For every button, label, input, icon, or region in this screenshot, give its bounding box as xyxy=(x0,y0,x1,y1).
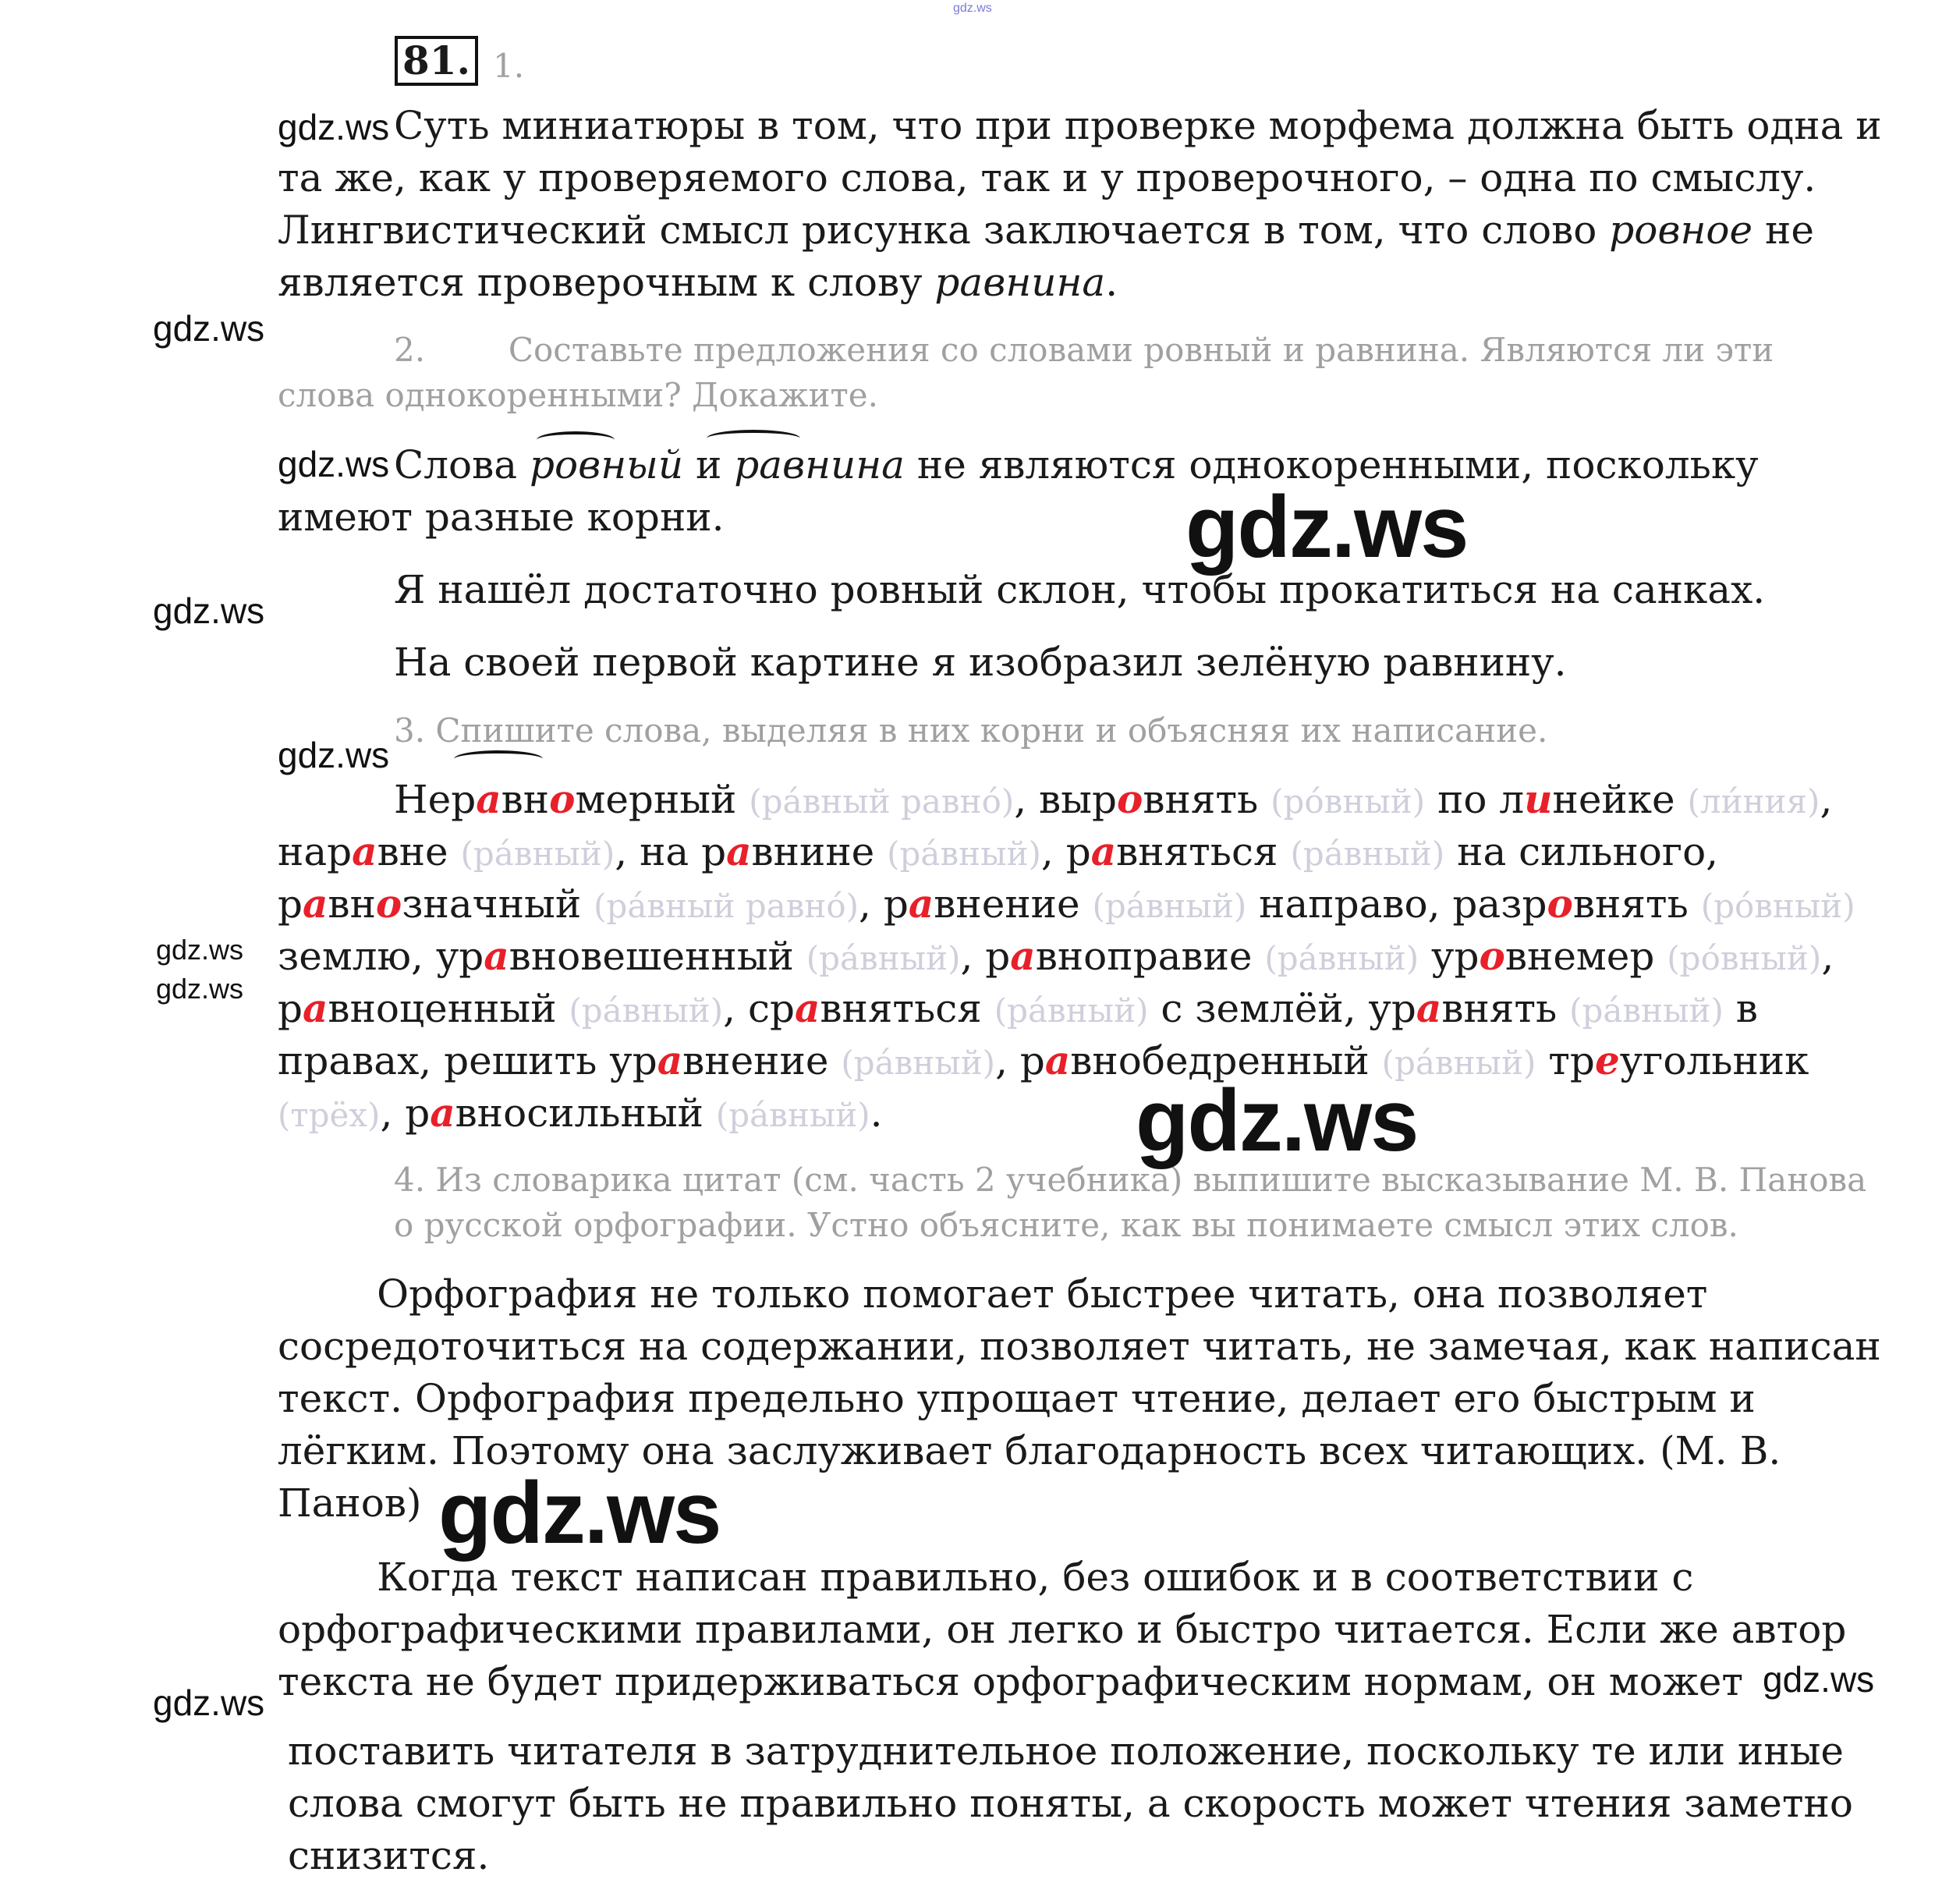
text-run: внять xyxy=(1572,881,1701,927)
watermark: gdz.ws xyxy=(156,934,244,966)
watermark-large: gdz.ws xyxy=(438,1464,721,1562)
highlighted-vowel: а xyxy=(1090,828,1117,874)
check-word-hint: (ра́вный равно́) xyxy=(594,887,859,925)
text-run: и xyxy=(683,442,735,488)
text-line xyxy=(278,982,1855,1034)
text-line xyxy=(278,1656,1846,1708)
text-run: , р xyxy=(380,1090,431,1136)
text-run: На своей первой картине я изобразил зелёную равнину. xyxy=(394,640,1567,685)
text-line xyxy=(278,1321,1881,1373)
check-word-hint: (ро́вный) xyxy=(1700,887,1855,925)
text-line xyxy=(278,878,1855,930)
check-word-hint: (ро́вный) xyxy=(1667,939,1822,977)
text-line xyxy=(278,439,1758,491)
highlighted-vowel: а xyxy=(352,828,377,874)
watermark-large: gdz.ws xyxy=(1136,1072,1418,1169)
text-run: внемер xyxy=(1504,934,1667,979)
text-run: . xyxy=(870,1090,883,1136)
text-run: внение xyxy=(934,881,1093,927)
highlighted-vowel: а xyxy=(726,828,752,874)
text-run: внение xyxy=(682,1038,842,1083)
text-run: о русской орфографии. Устно объясните, как вы понимаете смысл этих слов. xyxy=(394,1206,1738,1244)
text-line xyxy=(278,152,1882,204)
answer-1 xyxy=(278,100,1882,309)
text-run: р xyxy=(278,881,303,927)
task-3 xyxy=(394,708,1547,753)
watermark: gdz.ws xyxy=(153,1682,265,1723)
text-run: , xyxy=(1821,934,1834,979)
text-line xyxy=(278,1087,1855,1139)
check-word-hint: (ра́вный) xyxy=(841,1044,996,1082)
text-run: имеют разные корни. xyxy=(278,495,725,540)
text-run: на сильного, xyxy=(1444,829,1719,874)
highlighted-vowel: а xyxy=(1044,1037,1071,1083)
watermark: gdz.ws xyxy=(156,973,244,1005)
highlighted-vowel: о xyxy=(375,881,402,927)
check-word-hint: (ра́вный) xyxy=(994,991,1149,1030)
check-word-hint: (ра́вный) xyxy=(887,835,1041,873)
check-word-hint: (трёх) xyxy=(278,1096,381,1134)
root-arc xyxy=(537,431,615,449)
text-run: 3. Спишите слова, выделяя в них корни и объясняя их написание. xyxy=(394,711,1548,750)
check-word-hint: (ра́вный) xyxy=(569,991,724,1030)
italic-word: ровное xyxy=(1609,207,1753,253)
text-run: , ср xyxy=(723,986,795,1031)
text-run: 2. Составьте предложения со словами ровный и равнина. Являются ли эти xyxy=(394,331,1774,369)
check-word-hint: (ра́вный) xyxy=(1264,939,1419,977)
check-word-hint: (ра́вный) xyxy=(715,1096,870,1134)
highlighted-vowel: е xyxy=(1594,1037,1620,1083)
root-arc xyxy=(707,430,800,447)
text-run: сосредоточиться на содержании, позволяет читать, не замечая, как написан xyxy=(278,1324,1881,1369)
answer-2 xyxy=(278,439,1758,544)
text-run: нейке xyxy=(1552,777,1688,822)
text-run: мерный xyxy=(575,777,750,822)
task-1-number: 1. xyxy=(493,47,525,85)
text-run: Слова xyxy=(394,442,530,488)
text-line xyxy=(278,204,1882,257)
highlighted-vowel: а xyxy=(1010,933,1036,979)
italic-word: равнина xyxy=(934,260,1106,305)
answer-4-continuation xyxy=(288,1725,1853,1882)
text-run: правах, решить ур xyxy=(278,1038,657,1083)
text-run: внине xyxy=(751,829,888,874)
text-line xyxy=(394,1158,1866,1203)
text-run: внять xyxy=(1143,777,1271,822)
highlighted-vowel: и xyxy=(1524,776,1553,822)
text-run: внять xyxy=(1441,986,1570,1031)
text-run: вн xyxy=(328,881,376,927)
text-line xyxy=(394,1203,1866,1248)
text-run: та же, как у проверяемого слова, так и у проверочного, – одна по смыслу. xyxy=(278,155,1816,200)
text-line xyxy=(278,825,1855,878)
text-line xyxy=(394,636,1567,689)
example-sentence-1 xyxy=(394,564,1765,616)
text-run: Орфография не только помогает быстрее читать, она позволяет xyxy=(278,1271,1708,1317)
highlighted-vowel: о xyxy=(1547,881,1573,927)
check-word-hint: (ра́вный) xyxy=(460,835,615,873)
check-word-hint: (ро́вный) xyxy=(1271,782,1426,821)
italic-word: равнина xyxy=(734,442,905,488)
check-word-hint: (ли́ния) xyxy=(1687,782,1820,821)
text-line xyxy=(278,257,1882,309)
highlighted-vowel: а xyxy=(657,1037,683,1083)
text-run: угольник xyxy=(1619,1038,1809,1083)
text-run: , р xyxy=(859,881,909,927)
text-line xyxy=(288,1830,1853,1882)
text-run: вне xyxy=(377,829,461,874)
text-run: , р xyxy=(1040,829,1091,874)
text-run: землю, ур xyxy=(278,934,484,979)
highlighted-vowel: а xyxy=(430,1090,455,1136)
text-line xyxy=(278,773,1855,825)
example-sentence-2 xyxy=(394,636,1567,689)
text-run: с землёй, ур xyxy=(1148,986,1416,1031)
text-line xyxy=(394,708,1547,753)
task-4 xyxy=(394,1158,1866,1248)
text-run: лёгким. Поэтому она заслуживает благодарность всех читающих. (М. В. xyxy=(278,1428,1781,1473)
text-run: орфографическими правилами, он легко и быстро читается. Если же автор xyxy=(278,1607,1847,1652)
text-run: слова однокоренными? Докажите. xyxy=(278,376,878,414)
check-word-hint: (ра́вный) xyxy=(806,939,961,977)
text-run: не являются однокоренными, поскольку xyxy=(905,442,1759,488)
highlighted-vowel: а xyxy=(303,985,328,1031)
text-line xyxy=(278,930,1855,982)
exercise-number: 81. xyxy=(395,36,478,86)
text-run: вняться xyxy=(820,986,994,1031)
task-2 xyxy=(278,328,1774,418)
text-run: вняться xyxy=(1116,829,1291,874)
text-line xyxy=(288,1778,1853,1830)
text-run: значный xyxy=(402,881,594,927)
text-line xyxy=(278,328,1774,373)
check-word-hint: (ра́вный) xyxy=(1290,835,1445,873)
text-run: нар xyxy=(278,829,353,874)
text-run: , на р xyxy=(615,829,727,874)
check-word-hint: (ра́вный) xyxy=(1092,887,1247,925)
text-line xyxy=(288,1725,1853,1778)
root-arc xyxy=(454,750,543,768)
text-line xyxy=(278,1034,1855,1087)
text-run: слова смогут быть не правильно поняты, а скорость может чтения заметно xyxy=(288,1781,1853,1826)
highlighted-vowel: а xyxy=(794,985,820,1031)
check-word-hint: (ра́вный) xyxy=(1569,991,1724,1030)
text-line xyxy=(278,100,1882,152)
text-run: , выр xyxy=(1014,777,1117,822)
text-run: по л xyxy=(1425,777,1525,822)
answer-3-words xyxy=(278,773,1855,1139)
text-line xyxy=(278,1604,1846,1656)
text-run: текст. Орфография предельно упрощает чтение, делает его быстрым и xyxy=(278,1376,1756,1421)
watermark: gdz.ws xyxy=(278,107,390,147)
text-line xyxy=(278,373,1774,418)
highlighted-vowel: о xyxy=(549,776,576,822)
text-run: р xyxy=(278,986,303,1031)
highlighted-vowel: а xyxy=(476,776,501,822)
check-word-hint: (ра́вный равно́) xyxy=(749,782,1015,821)
text-run: вновешенный xyxy=(509,934,806,979)
highlighted-vowel: а xyxy=(1416,985,1442,1031)
answer-4-explanation xyxy=(278,1551,1846,1708)
text-run: поставить читателя в затруднительное положение, поскольку те или иные xyxy=(288,1728,1844,1774)
text-run: , р xyxy=(995,1038,1045,1083)
text-run: 4. Из словарика цитат (см. часть 2 учебника) выпишите высказывание М. В. Панова xyxy=(394,1161,1867,1199)
highlighted-vowel: а xyxy=(303,881,328,927)
text-run: Нер xyxy=(394,777,477,822)
text-run: направо, разр xyxy=(1246,881,1547,927)
text-run: Когда текст написан правильно, без ошибок и в соответствии с xyxy=(278,1555,1694,1600)
text-run: вносильный xyxy=(455,1090,716,1136)
text-line xyxy=(394,564,1765,616)
text-run: вноправие xyxy=(1035,934,1265,979)
highlighted-vowel: а xyxy=(908,881,934,927)
text-run: Лингвистический смысл рисунка заключается в том, что слово xyxy=(278,207,1610,253)
watermark-large: gdz.ws xyxy=(1185,478,1468,576)
text-run: в xyxy=(1723,986,1758,1031)
text-run: является проверочным к слову xyxy=(278,260,935,305)
watermark: gdz.ws xyxy=(1763,1659,1875,1700)
text-run: ур xyxy=(1419,934,1480,979)
text-run: вн xyxy=(501,777,550,822)
text-line xyxy=(278,1268,1881,1321)
text-run: снизится. xyxy=(288,1833,490,1878)
text-run: Я нашёл достаточно ровный склон, чтобы прокатиться на санках. xyxy=(394,567,1766,612)
text-run: Суть миниатюры в том, что при проверке морфема должна быть одна и xyxy=(394,103,1882,148)
highlighted-vowel: о xyxy=(1117,776,1143,822)
watermark: gdz.ws xyxy=(153,308,265,349)
text-run: . xyxy=(1105,260,1118,305)
text-run: вноценный xyxy=(328,986,569,1031)
text-run: , xyxy=(1820,777,1833,822)
watermark-top: gdz.ws xyxy=(953,2,992,15)
watermark: gdz.ws xyxy=(153,590,265,631)
highlighted-vowel: а xyxy=(484,933,509,979)
check-word-hint: (ра́вный) xyxy=(1381,1044,1536,1082)
text-run: не xyxy=(1752,207,1814,253)
text-run: тр xyxy=(1536,1038,1595,1083)
text-line xyxy=(278,491,1758,544)
text-run: , р xyxy=(960,934,1011,979)
text-run: текста не будет придерживаться орфографическим нормам, он может xyxy=(278,1659,1743,1704)
highlighted-vowel: о xyxy=(1479,933,1505,979)
watermark: gdz.ws xyxy=(278,735,390,775)
watermark: gdz.ws xyxy=(278,444,390,484)
text-run: внобедренный xyxy=(1070,1038,1382,1083)
italic-word: ровный xyxy=(529,442,684,488)
text-line xyxy=(278,1373,1881,1425)
text-run: Панов) xyxy=(278,1480,422,1526)
